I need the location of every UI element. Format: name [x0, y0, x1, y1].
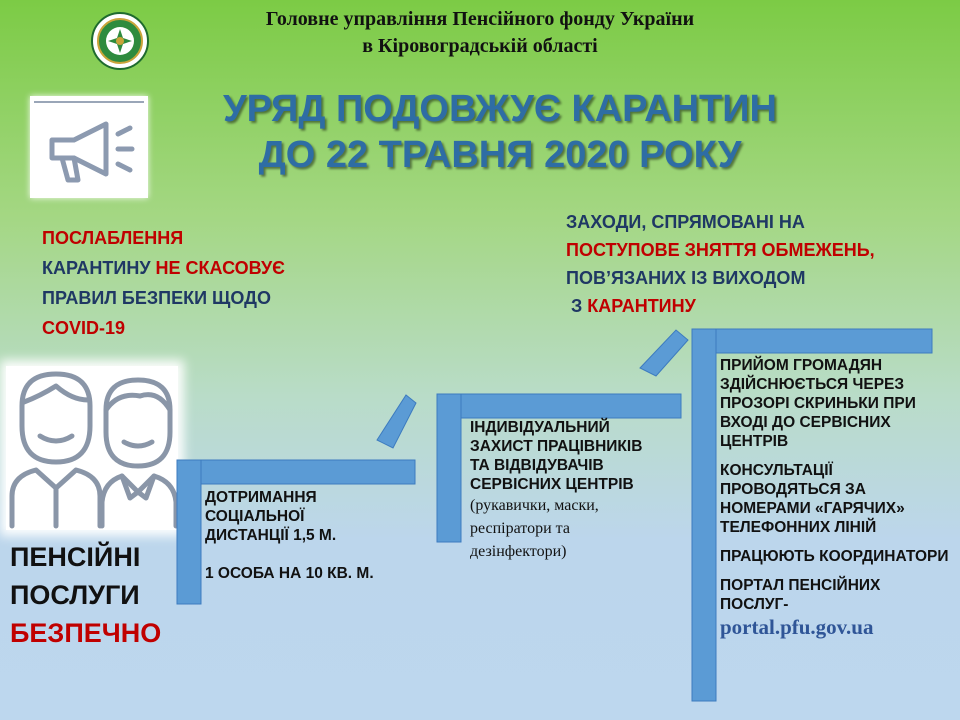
note-line-1: ПОСЛАБЛЕННЯ — [42, 228, 184, 248]
measures-line-4: З КАРАНТИНУ — [566, 296, 696, 316]
measures-line-1: ЗАХОДИ, СПРЯМОВАНІ НА — [566, 212, 805, 232]
org-line-1: Головне управління Пенсійного фонду України — [265, 8, 695, 30]
step1-arrow — [377, 395, 416, 448]
step2-line-1: ІНДИВІДУАЛЬНИЙ — [470, 419, 610, 436]
label-line-1: ПЕНСІЙНІ — [10, 542, 141, 572]
portal-link[interactable]: portal.pfu.gov.ua — [720, 615, 874, 639]
step2-sub-2: респіратори та — [470, 520, 570, 537]
label-line-3: БЕЗПЕЧНО — [10, 618, 162, 648]
note-line-2: КАРАНТИНУ НЕ СКАСОВУЄ — [42, 258, 285, 278]
step3-item-4 — [720, 576, 950, 640]
step2-line-3: ТА ВІДВІДУВАЧІВ — [470, 457, 604, 474]
org-line-2: в Кіровоградській області — [362, 35, 598, 57]
step3-item-1: ПРИЙОМ ГРОМАДЯН ЗДІЙСНЮЄТЬСЯ ЧЕРЕЗ ПРОЗОРІ СКРИНЬКИ ПРИ ВХОДІ ДО СЕРВІСНИХ ЦЕНТРІВ — [720, 357, 916, 450]
step1-text — [205, 488, 425, 583]
step3-bar — [692, 329, 932, 353]
step1-line-1: ДОТРИМАННЯ — [205, 489, 317, 506]
note-line-3: ПРАВИЛ БЕЗПЕКИ ЩОДО — [42, 288, 271, 308]
step3-item-2: КОНСУЛЬТАЦІЇ ПРОВОДЯТЬСЯ ЗА НОМЕРАМИ «ГАРЯЧИХ» ТЕЛЕФОННИХ ЛІНІЙ — [720, 462, 905, 536]
step3-leg — [692, 329, 716, 701]
main-title-line-1: УРЯД ПОДОВЖУЄ КАРАНТИН — [223, 88, 777, 130]
measures-line-3: ПОВ’ЯЗАНИХ ІЗ ВИХОДОМ — [566, 268, 806, 288]
step2-line-4: СЕРВІСНИХ ЦЕНТРІВ — [470, 476, 634, 493]
step2-sub-1: (рукавички, маски, — [470, 497, 599, 514]
note-line-4: COVID-19 — [42, 318, 126, 338]
step1-line-2: СОЦІАЛЬНОЇ — [205, 508, 305, 525]
step2-text — [470, 418, 685, 563]
step2-sub-3: дезінфектори) — [470, 543, 567, 560]
step2-bar — [437, 394, 681, 418]
step2-line-2: ЗАХИСТ ПРАЦІВНИКІВ — [470, 438, 643, 455]
main-title-line-2: ДО 22 ТРАВНЯ 2020 РОКУ — [258, 134, 742, 176]
step1-line-4: 1 ОСОБА НА 10 КВ. М. — [205, 565, 374, 582]
step2-arrow — [640, 330, 688, 376]
step3-item-3: ПРАЦЮЮТЬ КООРДИНАТОРИ — [720, 548, 949, 565]
measures-line-2: ПОСТУПОВЕ ЗНЯТТЯ ОБМЕЖЕНЬ, — [566, 240, 875, 260]
pension-services-label — [10, 538, 190, 652]
label-line-2: ПОСЛУГИ — [10, 580, 140, 610]
portal-label: ПОРТАЛ ПЕНСІЙНИХ ПОСЛУГ- — [720, 577, 881, 613]
step1-line-3: ДИСТАНЦІЇ 1,5 М. — [205, 527, 337, 544]
step1-bar — [177, 460, 415, 484]
step3-text — [720, 356, 950, 650]
step2-leg — [437, 394, 461, 542]
